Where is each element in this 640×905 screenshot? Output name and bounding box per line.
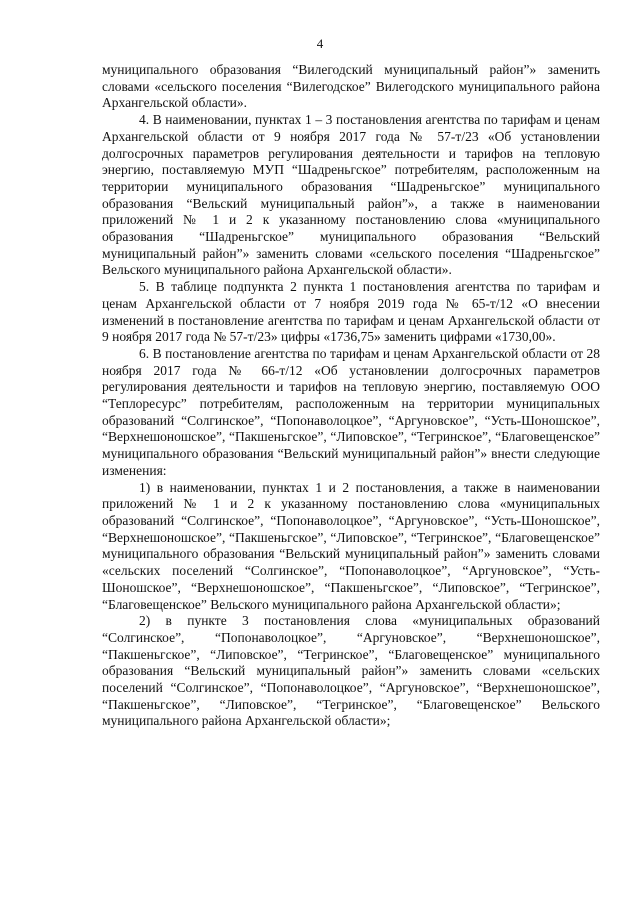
paragraph-item-6: 6. В постановление агентства по тарифам и ценам Архангельской области от 28 ноября 2017 года № 66-т/12 «Об установлении долгосрочных параметров регулирования деятельности и тарифов на тепловую энергию, поставляемую ООО “Теплоресурс” потребителям, расположенным на территории муниципальных образований “Солгинское”, “Попонаволоцкое”, “Аргуновское”, “Усть-Шоношское”, “Верхнешоношское”, “Пакшеньгское”, “Липовское”, “Тегринское”, “Благовещенское” муниципального образования “Вельский муниципальный район”» внести следующие изменения: xyxy=(102,345,600,478)
document-body xyxy=(102,62,600,730)
paragraph-item-5: 5. В таблице подпункта 2 пункта 1 постановления агентства по тарифам и ценам Архангельской области от 7 ноября 2019 года № 65-т/12 «О внесении изменений в постановление агентства по тарифам и ценам Архангельской области от 9 ноября 2017 года № 57-т/23» цифры «1736,75» заменить цифрами «1730,00». xyxy=(102,279,600,345)
paragraph-item-4: 4. В наименовании, пунктах 1 – 3 постановления агентства по тарифам и ценам Архангельской области от 9 ноября 2017 года № 57-т/23 «Об установлении долгосрочных параметров регулирования деятельности и тарифов на тепловую энергию, поставляемую МУП “Шадреньгское” потребителям, расположенным на территории муниципального образования “Шадреньгское” муниципального образования “Вельский муниципальный район”», а также в наименовании приложений № 1 и 2 к указанному постановлению слова «муниципального образования “Шадреньгское” муниципального образования “Вельский муниципальный район”» заменить словами «сельского поселения “Шадреньгское” Вельского муниципального района Архангельской области». xyxy=(102,112,600,278)
paragraph-subitem-2: 2) в пункте 3 постановления слова «муниципальных образований “Солгинское”, “Попонаволоцкое”, “Аргуновское”, “Верхнешоношское”, “Пакшеньгское”, “Липовское”, “Тегринское”, “Благовещенское” муниципального образования “Вельский муниципальный район”» заменить словами «сельских поселений “Солгинское”, “Попонаволоцкое”, “Аргуновское”, “Верхнешоношское”, “Пакшеньгское”, “Липовское”, “Тегринское”, “Благовещенское” Вельского муниципального района Архангельской области»; xyxy=(102,613,600,729)
page-number: 4 xyxy=(316,36,324,51)
paragraph-continuation: муниципального образования “Вилегодский муниципальный район”» заменить словами «сельского поселения “Вилегодское” Вилегодского муниципального района Архангельской области». xyxy=(102,62,600,111)
paragraph-subitem-1: 1) в наименовании, пунктах 1 и 2 постановления, а также в наименовании приложений № 1 и 2 к указанному постановлению слова «муниципальных образований “Солгинское”, “Попонаволоцкое”, “Аргуновское”, “Усть-Шоношское”, “Верхнешоношское”, “Пакшеньгское”, “Липовское”, “Тегринское”, “Благовещенское” муниципального образования “Вельский муниципальный район”» заменить словами «сельских поселений “Солгинское”, “Попонаволоцкое”, “Аргуновское”, “Усть-Шоношское”, “Верхнешоношское”, “Пакшеньгское”, “Липовское”, “Тегринское”, “Благовещенское” Вельского муниципального района Архангельской области»; xyxy=(102,479,600,612)
